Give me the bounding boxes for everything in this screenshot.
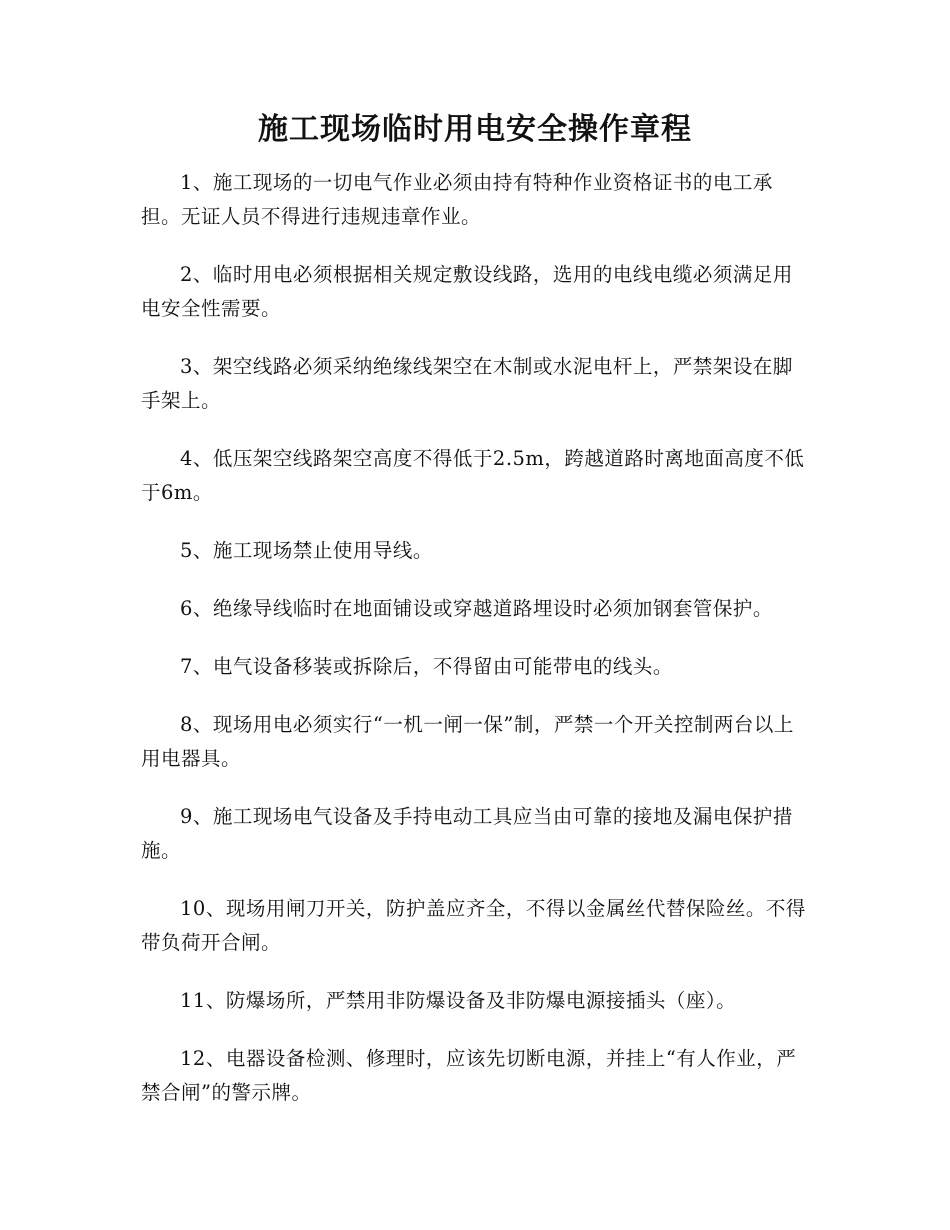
clause-6: 6、绝缘导线临时在地面铺设或穿越道路埋设时必须加钢套管保护。 (180, 597, 773, 620)
clause-3: 3、架空线路必须采纳绝缘线架空在木制或水泥电杆上，严禁架设在脚手架上。 (141, 355, 793, 412)
clause-12: 12、电器设备检测、修理时，应该先切断电源，并挂上“有人作业，严禁合闸”的警示牌。 (141, 1047, 797, 1104)
document-title: 施工现场临时用电安全操作章程 (258, 112, 692, 147)
clause-9: 9、施工现场电气设备及手持电动工具应当由可靠的接地及漏电保护措施。 (141, 805, 793, 862)
clause-1: 1、施工现场的一切电气作业必须由持有特种作业资格证书的电工承担。无证人员不得进行违规违章作业。 (141, 171, 773, 228)
clause-2: 2、临时用电必须根据相关规定敷设线路，选用的电线电缆必须满足用电安全性需要。 (141, 263, 793, 320)
document-body (141, 166, 809, 1134)
clause-5: 5、施工现场禁止使用导线。 (180, 539, 433, 562)
clause-7: 7、电气设备移装或拆除后，不得留由可能带电的线头。 (180, 655, 673, 678)
clause-8: 8、现场用电必须实行“一机一闸一保”制，严禁一个开关控制两台以上用电器具。 (141, 713, 794, 770)
clause-10: 10、现场用闸刀开关，防护盖应齐全，不得以金属丝代替保险丝。不得带负荷开合闸。 (141, 897, 806, 954)
clause-4: 4、低压架空线路架空高度不得低于2.5m，跨越道路时离地面高度不低于6m。 (141, 447, 805, 504)
clause-11: 11、防爆场所，严禁用非防爆设备及非防爆电源接插头（座）。 (180, 989, 737, 1012)
